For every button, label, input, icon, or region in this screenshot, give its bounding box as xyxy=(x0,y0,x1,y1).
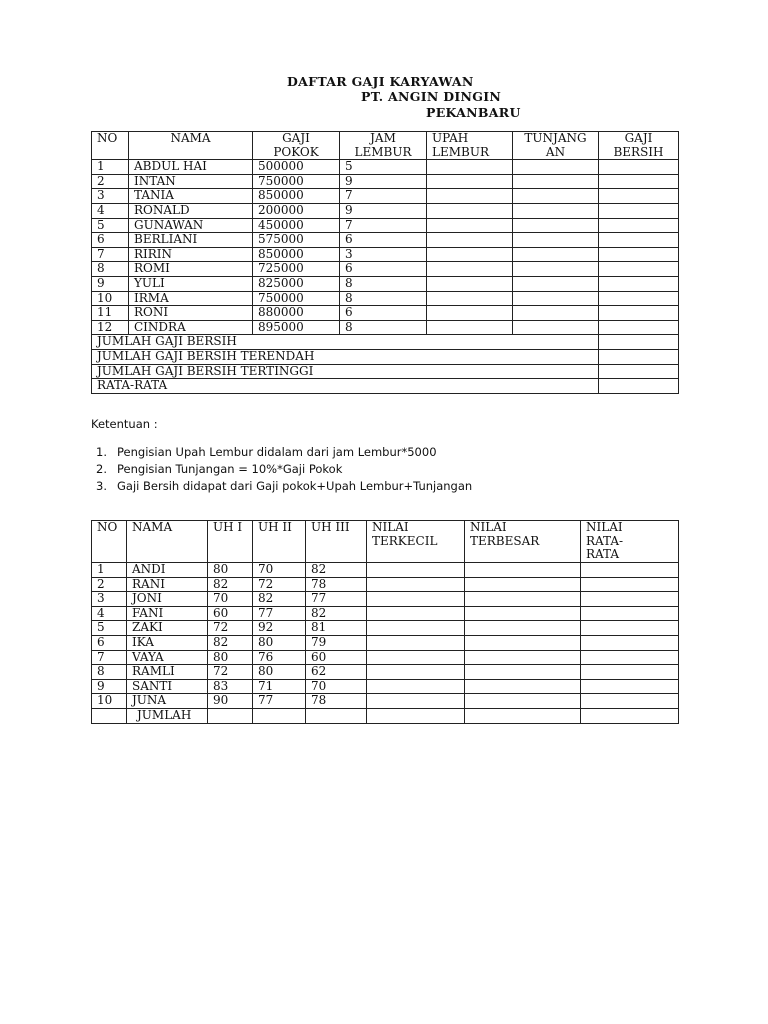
cell-no: 7 xyxy=(92,650,127,665)
cell-jam-lembur: 8 xyxy=(340,320,427,335)
cell-nama: VAYA xyxy=(127,650,208,665)
cell-gaji-bersih xyxy=(599,247,679,262)
cell-nama: GUNAWAN xyxy=(129,218,253,233)
cell-jam-lembur: 8 xyxy=(340,291,427,306)
cell-no: 3 xyxy=(92,189,129,204)
cell-gaji-pokok: 850000 xyxy=(253,189,340,204)
cell-uh3: 82 xyxy=(306,606,367,621)
cell-jam-lembur: 7 xyxy=(340,218,427,233)
cell-nilai-terbesar xyxy=(465,606,581,621)
salary-row xyxy=(92,233,679,248)
cell-uh2: 82 xyxy=(253,592,306,607)
ketentuan-item: Pengisian Tunjangan = 10%*Gaji Pokok xyxy=(117,462,343,476)
cell-jam-lembur: 6 xyxy=(340,233,427,248)
cell-gaji-bersih xyxy=(599,320,679,335)
salary-row xyxy=(92,247,679,262)
cell-tunjangan xyxy=(513,262,599,277)
cell-nama: ANDI xyxy=(127,563,208,578)
cell-no: 5 xyxy=(92,621,127,636)
cell-uh1: 72 xyxy=(208,665,253,680)
cell-uh2: 77 xyxy=(253,694,306,709)
cell-no: 7 xyxy=(92,247,129,262)
grade-row xyxy=(92,606,679,621)
salary-row xyxy=(92,174,679,189)
cell-no: 4 xyxy=(92,606,127,621)
cell-tunjangan xyxy=(513,247,599,262)
salary-row xyxy=(92,160,679,175)
summary-label: JUMLAH GAJI BERSIH TERTINGGI xyxy=(92,364,599,379)
cell-nilai-terkecil xyxy=(367,621,465,636)
cell-nama: JUNA xyxy=(127,694,208,709)
cell-uh3: 60 xyxy=(306,650,367,665)
header-no: NO xyxy=(92,132,129,160)
header-nama: NAMA xyxy=(127,521,208,563)
cell-jam-lembur: 9 xyxy=(340,203,427,218)
summary-label: RATA-RATA xyxy=(92,379,599,394)
cell-nilai-rata-rata xyxy=(581,679,679,694)
cell-gaji-bersih xyxy=(599,291,679,306)
cell-uh2: 80 xyxy=(253,635,306,650)
cell-nama: RONALD xyxy=(129,203,253,218)
cell-nama: CINDRA xyxy=(129,320,253,335)
cell-uh2: 80 xyxy=(253,665,306,680)
header-gaji-pokok: GAJI POKOK xyxy=(253,132,340,160)
summary-value xyxy=(599,379,679,394)
summary-value xyxy=(599,335,679,350)
cell-tunjangan xyxy=(513,218,599,233)
cell-nilai-terbesar xyxy=(465,577,581,592)
cell-uh1: 60 xyxy=(208,606,253,621)
ketentuan-number: 2. xyxy=(96,462,107,476)
cell-no: 2 xyxy=(92,174,129,189)
company-name: PT. ANGIN DINGIN xyxy=(361,89,502,104)
cell-jam-lembur: 5 xyxy=(340,160,427,175)
salary-row xyxy=(92,276,679,291)
header-tunjangan: TUNJANG AN xyxy=(513,132,599,160)
salary-row xyxy=(92,203,679,218)
cell-gaji-pokok: 725000 xyxy=(253,262,340,277)
cell-no: 9 xyxy=(92,679,127,694)
ketentuan-number: 1. xyxy=(96,445,107,459)
cell-nama: ROMI xyxy=(129,262,253,277)
cell-gaji-pokok: 825000 xyxy=(253,276,340,291)
cell-uh1: 70 xyxy=(208,592,253,607)
cell-tunjangan xyxy=(513,160,599,175)
cell-tunjangan xyxy=(513,291,599,306)
cell-no: 8 xyxy=(92,665,127,680)
summary-label: JUMLAH GAJI BERSIH TERENDAH xyxy=(92,349,599,364)
cell-gaji-pokok: 880000 xyxy=(253,306,340,321)
cell-nilai-rata-rata xyxy=(581,694,679,709)
cell-upah-lembur xyxy=(427,306,513,321)
cell-gaji-pokok: 500000 xyxy=(253,160,340,175)
cell-uh1: 80 xyxy=(208,563,253,578)
grade-total-row xyxy=(92,708,679,723)
grade-row xyxy=(92,679,679,694)
cell-nama: ZAKI xyxy=(127,621,208,636)
cell-nilai-terkecil xyxy=(367,694,465,709)
cell-upah-lembur xyxy=(427,218,513,233)
salary-row xyxy=(92,291,679,306)
cell-nilai-terkecil xyxy=(367,606,465,621)
salary-row xyxy=(92,262,679,277)
cell-nilai-rata-rata xyxy=(581,592,679,607)
cell-nama: RAMLI xyxy=(127,665,208,680)
cell-gaji-pokok: 850000 xyxy=(253,247,340,262)
cell-uh2: 77 xyxy=(253,606,306,621)
jumlah-label: JUMLAH xyxy=(127,708,208,723)
cell-uh2: 76 xyxy=(253,650,306,665)
cell-uh3: 81 xyxy=(306,621,367,636)
company-city: PEKANBARU xyxy=(426,105,521,120)
cell-no: 1 xyxy=(92,160,129,175)
cell-nilai-terkecil xyxy=(367,679,465,694)
cell-no: 9 xyxy=(92,276,129,291)
cell-no: 5 xyxy=(92,218,129,233)
cell-tunjangan xyxy=(513,233,599,248)
cell-upah-lembur xyxy=(427,233,513,248)
cell-gaji-bersih xyxy=(599,276,679,291)
cell-gaji-bersih xyxy=(599,160,679,175)
cell-nilai-terbesar xyxy=(465,563,581,578)
cell-uh3: 79 xyxy=(306,635,367,650)
cell-jam-lembur: 3 xyxy=(340,247,427,262)
cell-upah-lembur xyxy=(427,291,513,306)
header-nilai-terkecil: NILAI TERKECIL xyxy=(367,521,465,563)
cell-gaji-bersih xyxy=(599,203,679,218)
cell-nama: IKA xyxy=(127,635,208,650)
cell-no: 1 xyxy=(92,563,127,578)
cell-upah-lembur xyxy=(427,189,513,204)
cell-no: 8 xyxy=(92,262,129,277)
cell-nilai-rata-rata xyxy=(581,621,679,636)
cell-upah-lembur xyxy=(427,276,513,291)
header-gaji-bersih: GAJI BERSIH xyxy=(599,132,679,160)
cell-uh1: 83 xyxy=(208,679,253,694)
salary-header-row xyxy=(92,132,679,160)
cell-nilai-terkecil xyxy=(367,563,465,578)
cell-nilai-terbesar xyxy=(465,694,581,709)
cell-nilai-terkecil xyxy=(367,650,465,665)
grade-row xyxy=(92,665,679,680)
cell-nilai-terkecil xyxy=(367,577,465,592)
cell-gaji-bersih xyxy=(599,306,679,321)
cell-gaji-bersih xyxy=(599,189,679,204)
cell-nilai-rata-rata xyxy=(581,650,679,665)
cell-no: 11 xyxy=(92,306,129,321)
cell-nilai-terbesar xyxy=(465,635,581,650)
ketentuan-item: Pengisian Upah Lembur didalam dari jam Lembur*5000 xyxy=(117,445,437,459)
header-uh2: UH II xyxy=(253,521,306,563)
cell-nilai-terbesar xyxy=(465,650,581,665)
cell-gaji-pokok: 450000 xyxy=(253,218,340,233)
header-nama: NAMA xyxy=(129,132,253,160)
ketentuan-label: Ketentuan : xyxy=(91,417,158,431)
cell-nilai-rata-rata xyxy=(581,563,679,578)
cell-nilai-terkecil xyxy=(367,665,465,680)
cell-nilai-rata-rata xyxy=(581,606,679,621)
salary-row xyxy=(92,320,679,335)
cell-upah-lembur xyxy=(427,174,513,189)
cell-no: 4 xyxy=(92,203,129,218)
summary-value xyxy=(599,349,679,364)
grade-row xyxy=(92,650,679,665)
cell-gaji-pokok: 895000 xyxy=(253,320,340,335)
cell-gaji-bersih xyxy=(599,233,679,248)
cell-jam-lembur: 7 xyxy=(340,189,427,204)
cell-gaji-pokok: 750000 xyxy=(253,291,340,306)
cell-nama: SANTI xyxy=(127,679,208,694)
cell-no: 10 xyxy=(92,291,129,306)
cell-upah-lembur xyxy=(427,203,513,218)
cell-uh2: 72 xyxy=(253,577,306,592)
grade-row xyxy=(92,694,679,709)
cell-uh1: 82 xyxy=(208,577,253,592)
cell-nilai-terkecil xyxy=(367,592,465,607)
cell-nilai-rata-rata xyxy=(581,635,679,650)
cell-nama: INTAN xyxy=(129,174,253,189)
summary-value xyxy=(599,364,679,379)
cell-no: 3 xyxy=(92,592,127,607)
summary-row xyxy=(92,364,679,379)
cell-uh3: 78 xyxy=(306,694,367,709)
cell-gaji-bersih xyxy=(599,262,679,277)
cell-gaji-pokok: 200000 xyxy=(253,203,340,218)
document-title: DAFTAR GAJI KARYAWAN xyxy=(287,74,474,89)
cell-jam-lembur: 6 xyxy=(340,306,427,321)
cell-uh1: 80 xyxy=(208,650,253,665)
cell-nama: JONI xyxy=(127,592,208,607)
cell-no: 10 xyxy=(92,694,127,709)
summary-row xyxy=(92,335,679,350)
salary-row xyxy=(92,189,679,204)
summary-row xyxy=(92,379,679,394)
cell-tunjangan xyxy=(513,306,599,321)
cell-uh1: 82 xyxy=(208,635,253,650)
cell-nilai-terbesar xyxy=(465,679,581,694)
header-nilai-rata-rata: NILAI RATA- RATA xyxy=(581,521,679,563)
grade-row xyxy=(92,577,679,592)
cell-uh3: 70 xyxy=(306,679,367,694)
cell-no: 6 xyxy=(92,635,127,650)
grade-row xyxy=(92,621,679,636)
ketentuan-number: 3. xyxy=(96,479,107,493)
cell-uh2: 92 xyxy=(253,621,306,636)
grade-row xyxy=(92,563,679,578)
salary-row xyxy=(92,218,679,233)
header-jam-lembur: JAM LEMBUR xyxy=(340,132,427,160)
cell-upah-lembur xyxy=(427,320,513,335)
grade-header-row xyxy=(92,521,679,563)
ketentuan-item: Gaji Bersih didapat dari Gaji pokok+Upah Lembur+Tunjangan xyxy=(117,479,473,493)
cell-nama: TANIA xyxy=(129,189,253,204)
cell-nama: ABDUL HAI xyxy=(129,160,253,175)
header-nilai-terbesar: NILAI TERBESAR xyxy=(465,521,581,563)
cell-upah-lembur xyxy=(427,247,513,262)
cell-upah-lembur xyxy=(427,160,513,175)
cell-gaji-bersih xyxy=(599,174,679,189)
cell-nilai-rata-rata xyxy=(581,665,679,680)
cell-nilai-terbesar xyxy=(465,621,581,636)
summary-label: JUMLAH GAJI BERSIH xyxy=(92,335,599,350)
cell-nama: IRMA xyxy=(129,291,253,306)
grade-table xyxy=(91,520,679,724)
cell-upah-lembur xyxy=(427,262,513,277)
header-no: NO xyxy=(92,521,127,563)
cell-nilai-rata-rata xyxy=(581,577,679,592)
cell-nama: FANI xyxy=(127,606,208,621)
cell-nama: RANI xyxy=(127,577,208,592)
cell-uh3: 77 xyxy=(306,592,367,607)
cell-nama: BERLIANI xyxy=(129,233,253,248)
cell-no: 12 xyxy=(92,320,129,335)
cell-jam-lembur: 8 xyxy=(340,276,427,291)
cell-uh1: 90 xyxy=(208,694,253,709)
cell-jam-lembur: 6 xyxy=(340,262,427,277)
cell-tunjangan xyxy=(513,174,599,189)
grade-row xyxy=(92,635,679,650)
header-uh3: UH III xyxy=(306,521,367,563)
cell-gaji-pokok: 575000 xyxy=(253,233,340,248)
salary-table xyxy=(91,131,679,394)
cell-nilai-terbesar xyxy=(465,665,581,680)
cell-no: 2 xyxy=(92,577,127,592)
cell-tunjangan xyxy=(513,189,599,204)
cell-nilai-terkecil xyxy=(367,635,465,650)
cell-uh3: 62 xyxy=(306,665,367,680)
cell-nama: YULI xyxy=(129,276,253,291)
cell-uh2: 70 xyxy=(253,563,306,578)
cell-tunjangan xyxy=(513,320,599,335)
cell-uh3: 78 xyxy=(306,577,367,592)
cell-nama: RIRIN xyxy=(129,247,253,262)
cell-gaji-pokok: 750000 xyxy=(253,174,340,189)
header-uh1: UH I xyxy=(208,521,253,563)
cell-uh2: 71 xyxy=(253,679,306,694)
salary-row xyxy=(92,306,679,321)
cell-jam-lembur: 9 xyxy=(340,174,427,189)
cell-tunjangan xyxy=(513,276,599,291)
cell-nilai-terbesar xyxy=(465,592,581,607)
cell-gaji-bersih xyxy=(599,218,679,233)
cell-no: 6 xyxy=(92,233,129,248)
cell-uh1: 72 xyxy=(208,621,253,636)
cell-uh3: 82 xyxy=(306,563,367,578)
cell-tunjangan xyxy=(513,203,599,218)
cell-nama: RONI xyxy=(129,306,253,321)
header-upah-lembur: UPAH LEMBUR xyxy=(427,132,513,160)
grade-row xyxy=(92,592,679,607)
summary-row xyxy=(92,349,679,364)
